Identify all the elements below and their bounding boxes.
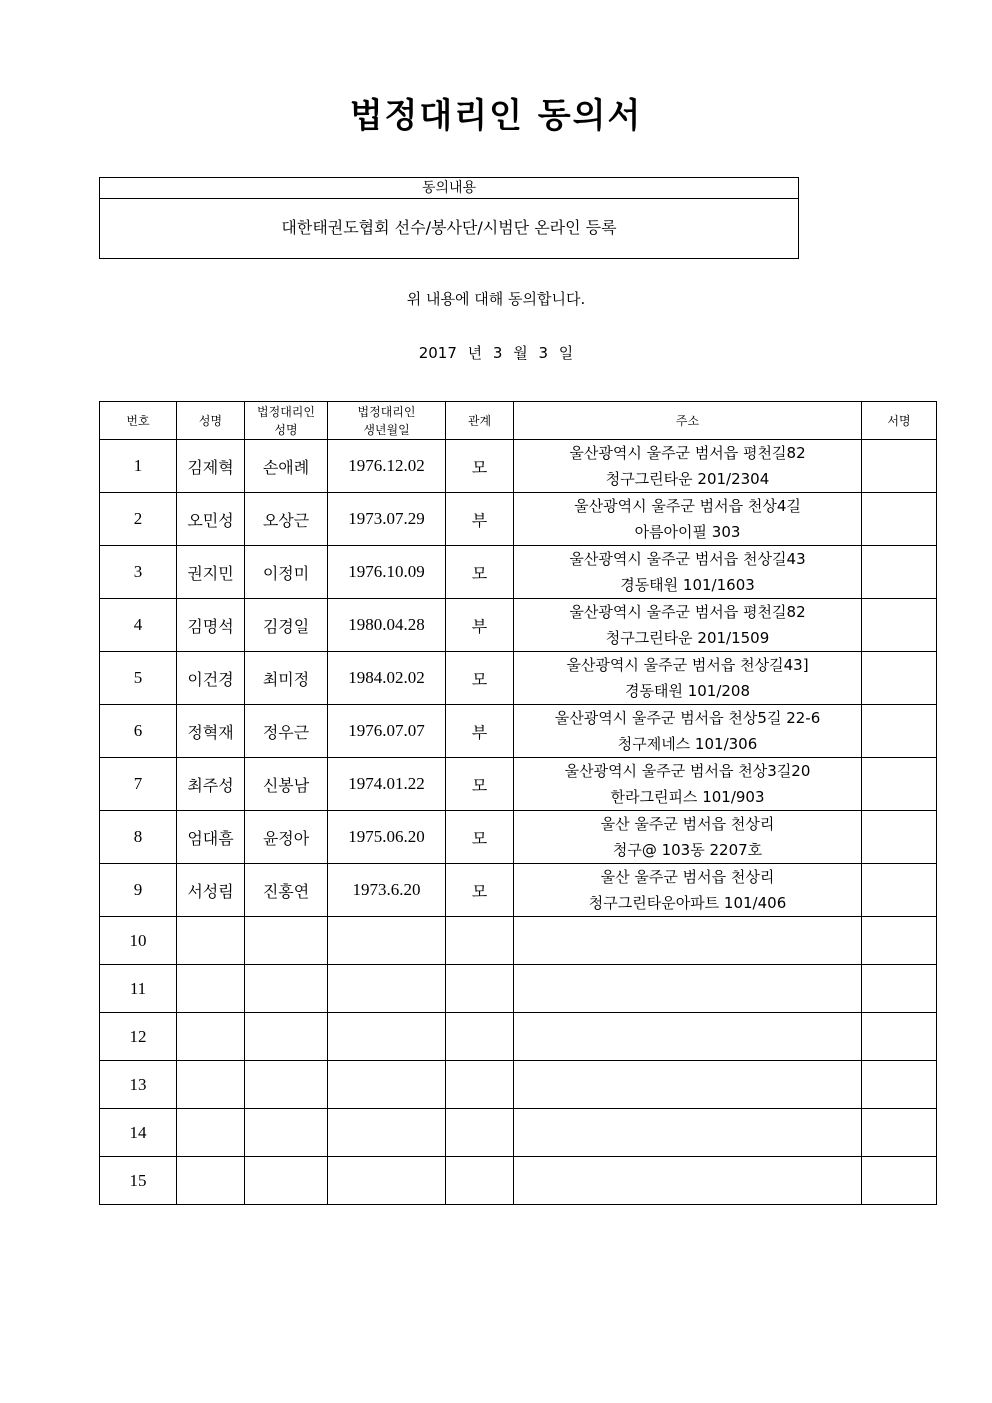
cell-guardian-birth [328, 1013, 446, 1061]
header-address: 주소 [514, 402, 862, 440]
cell-no: 10 [100, 917, 177, 965]
cell-address [514, 917, 862, 965]
header-guardian-birth [328, 402, 446, 440]
address-line-1: 울산광역시 울주군 범서읍 천상5길 22-6 [554, 709, 821, 727]
cell-guardian-birth: 1973.07.29 [328, 493, 446, 546]
cell-name [177, 1109, 245, 1157]
cell-relation: 모 [446, 758, 514, 811]
cell-signature[interactable] [862, 758, 937, 811]
table-row [100, 864, 937, 917]
cell-signature[interactable] [862, 1157, 937, 1205]
cell-no: 12 [100, 1013, 177, 1061]
cell-guardian-name: 진홍연 [245, 864, 328, 917]
cell-guardian-birth: 1984.02.02 [328, 652, 446, 705]
address-line-2: 청구그린타운아파트 101/406 [588, 894, 787, 912]
cell-relation: 모 [446, 440, 514, 493]
table-row [100, 599, 937, 652]
cell-address [514, 1013, 862, 1061]
table-row [100, 917, 937, 965]
guardian-roster-table [99, 401, 937, 1205]
cell-guardian-name [245, 1109, 328, 1157]
cell-name: 서성림 [177, 864, 245, 917]
cell-relation [446, 1061, 514, 1109]
address-line-1: 울산 울주군 범서읍 천상리 [600, 868, 775, 886]
cell-relation [446, 917, 514, 965]
cell-guardian-birth: 1976.07.07 [328, 705, 446, 758]
cell-signature[interactable] [862, 652, 937, 705]
cell-guardian-birth [328, 1109, 446, 1157]
address-line-1: 울산광역시 울주군 범서읍 천상3길20 [564, 762, 811, 780]
header-guardian-birth-line1: 법정대리인 [357, 404, 416, 419]
header-guardian-name [245, 402, 328, 440]
address-line-1: 울산광역시 울주군 범서읍 평천길82 [569, 603, 806, 621]
cell-guardian-birth [328, 917, 446, 965]
cell-relation: 모 [446, 864, 514, 917]
cell-guardian-name: 오상근 [245, 493, 328, 546]
consent-body: 대한태권도협회 선수/봉사단/시범단 온라인 등록 [281, 218, 617, 237]
cell-name [177, 1013, 245, 1061]
header-no: 번호 [100, 402, 177, 440]
cell-signature[interactable] [862, 1109, 937, 1157]
cell-address [514, 493, 862, 546]
cell-guardian-birth: 1980.04.28 [328, 599, 446, 652]
cell-guardian-name: 정우근 [245, 705, 328, 758]
cell-guardian-name [245, 1013, 328, 1061]
cell-guardian-birth: 1976.10.09 [328, 546, 446, 599]
cell-no: 7 [100, 758, 177, 811]
address-line-1: 울산광역시 울주군 범서읍 평천길82 [569, 444, 806, 462]
cell-name: 정혁재 [177, 705, 245, 758]
header-signature: 서명 [862, 402, 937, 440]
agreement-date: 2017 년 3 월 3 일 [418, 344, 574, 362]
cell-guardian-name [245, 1157, 328, 1205]
consent-box [99, 177, 799, 259]
cell-guardian-name [245, 1061, 328, 1109]
cell-guardian-birth [328, 1061, 446, 1109]
address-line-2: 경동태원 101/1603 [620, 576, 755, 594]
cell-signature[interactable] [862, 864, 937, 917]
address-line-2: 청구@ 103동 2207호 [612, 841, 763, 859]
cell-relation [446, 1109, 514, 1157]
cell-signature[interactable] [862, 546, 937, 599]
address-line-1: 울산광역시 울주군 범서읍 천상길43] [566, 656, 809, 674]
cell-guardian-name: 신봉남 [245, 758, 328, 811]
cell-relation: 부 [446, 599, 514, 652]
cell-name: 오민성 [177, 493, 245, 546]
cell-no: 1 [100, 440, 177, 493]
cell-name: 권지민 [177, 546, 245, 599]
cell-guardian-name: 최미정 [245, 652, 328, 705]
cell-relation [446, 1013, 514, 1061]
cell-guardian-birth [328, 965, 446, 1013]
cell-no: 14 [100, 1109, 177, 1157]
cell-guardian-birth: 1974.01.22 [328, 758, 446, 811]
table-body [100, 440, 937, 1205]
cell-address [514, 811, 862, 864]
table-row [100, 1157, 937, 1205]
cell-name: 이건경 [177, 652, 245, 705]
agreement-statement: 위 내용에 대해 동의합니다. [406, 290, 586, 308]
cell-relation: 모 [446, 546, 514, 599]
cell-no: 4 [100, 599, 177, 652]
cell-guardian-birth: 1976.12.02 [328, 440, 446, 493]
cell-signature[interactable] [862, 965, 937, 1013]
cell-no: 9 [100, 864, 177, 917]
cell-signature[interactable] [862, 493, 937, 546]
table-row [100, 705, 937, 758]
cell-address [514, 758, 862, 811]
cell-signature[interactable] [862, 811, 937, 864]
cell-address [514, 1061, 862, 1109]
cell-address [514, 546, 862, 599]
cell-no: 5 [100, 652, 177, 705]
address-line-2: 한라그린피스 101/903 [610, 788, 765, 806]
table-row [100, 811, 937, 864]
cell-address [514, 965, 862, 1013]
cell-signature[interactable] [862, 440, 937, 493]
cell-signature[interactable] [862, 1061, 937, 1109]
cell-relation: 모 [446, 652, 514, 705]
cell-guardian-name [245, 965, 328, 1013]
address-line-2: 청구그린타운 201/2304 [605, 470, 770, 488]
cell-signature[interactable] [862, 1013, 937, 1061]
table-row [100, 1013, 937, 1061]
table-row [100, 546, 937, 599]
cell-name: 김제혁 [177, 440, 245, 493]
cell-address [514, 440, 862, 493]
cell-signature[interactable] [862, 705, 937, 758]
cell-address [514, 705, 862, 758]
header-name: 성명 [177, 402, 245, 440]
cell-name: 엄대흠 [177, 811, 245, 864]
consent-header: 동의내용 [100, 178, 798, 199]
document-title: 법정대리인 동의서 [349, 96, 643, 136]
cell-relation: 부 [446, 705, 514, 758]
cell-address [514, 1109, 862, 1157]
cell-name: 김명석 [177, 599, 245, 652]
header-relation: 관계 [446, 402, 514, 440]
table-header-row [100, 402, 937, 440]
cell-guardian-birth: 1973.6.20 [328, 864, 446, 917]
cell-guardian-name: 김경일 [245, 599, 328, 652]
cell-address [514, 599, 862, 652]
cell-signature[interactable] [862, 599, 937, 652]
cell-no: 6 [100, 705, 177, 758]
table-row [100, 493, 937, 546]
header-guardian-name-line2: 성명 [274, 422, 298, 437]
cell-relation: 모 [446, 811, 514, 864]
table-row [100, 652, 937, 705]
cell-guardian-name: 손애례 [245, 440, 328, 493]
cell-guardian-name: 이정미 [245, 546, 328, 599]
table-row [100, 758, 937, 811]
cell-no: 3 [100, 546, 177, 599]
table-row [100, 1061, 937, 1109]
cell-name [177, 917, 245, 965]
cell-no: 8 [100, 811, 177, 864]
cell-name: 최주성 [177, 758, 245, 811]
cell-address [514, 1157, 862, 1205]
cell-address [514, 652, 862, 705]
cell-guardian-name: 윤정아 [245, 811, 328, 864]
table-row [100, 1109, 937, 1157]
cell-address [514, 864, 862, 917]
cell-no: 15 [100, 1157, 177, 1205]
cell-signature[interactable] [862, 917, 937, 965]
cell-no: 2 [100, 493, 177, 546]
address-line-1: 울산 울주군 범서읍 천상리 [600, 815, 775, 833]
address-line-2: 경동태원 101/208 [624, 682, 751, 700]
address-line-1: 울산광역시 울주군 범서읍 천상4길 [574, 497, 801, 515]
cell-name [177, 1061, 245, 1109]
address-line-2: 아름아이필 303 [634, 523, 741, 541]
cell-guardian-birth [328, 1157, 446, 1205]
cell-name [177, 965, 245, 1013]
table-row [100, 440, 937, 493]
header-guardian-birth-line2: 생년월일 [363, 422, 410, 437]
cell-no: 13 [100, 1061, 177, 1109]
cell-guardian-name [245, 917, 328, 965]
header-guardian-name-line1: 법정대리인 [257, 404, 315, 419]
cell-guardian-birth: 1975.06.20 [328, 811, 446, 864]
cell-name [177, 1157, 245, 1205]
address-line-2: 청구그린타운 201/1509 [605, 629, 770, 647]
table-row [100, 965, 937, 1013]
address-line-1: 울산광역시 울주군 범서읍 천상길43 [569, 550, 806, 568]
cell-no: 11 [100, 965, 177, 1013]
address-line-2: 청구제네스 101/306 [617, 735, 758, 753]
cell-relation: 부 [446, 493, 514, 546]
cell-relation [446, 1157, 514, 1205]
cell-relation [446, 965, 514, 1013]
